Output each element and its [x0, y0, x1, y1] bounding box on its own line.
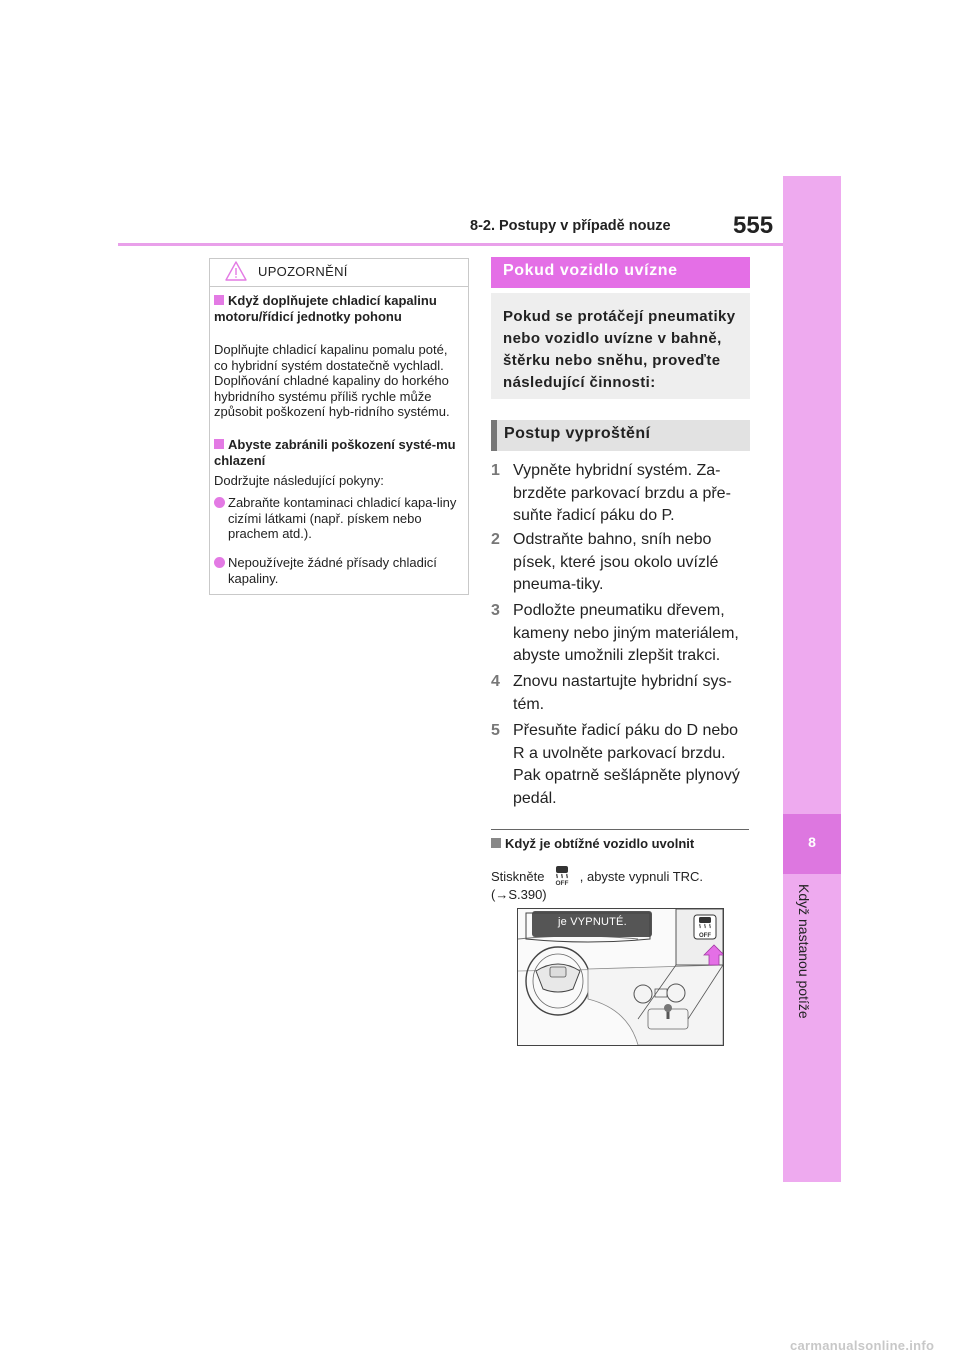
- header-rule: [118, 243, 783, 246]
- caution-body-2: Dodržujte následující pokyny:: [214, 473, 384, 488]
- step-text: Podložte pneumatiku dřevem, kameny nebo jiným materiálem, abyste umožnili zlepšit trakci.: [513, 602, 739, 665]
- procedure-step: [491, 600, 751, 668]
- procedure-step: [491, 529, 751, 597]
- intro-text: Pokud se protáčejí pneumatiky nebo vozidlo uvízne v bahně, štěrku nebo sněhu, proveďte následující činnosti:: [503, 308, 736, 391]
- round-bullet-icon: [214, 497, 225, 508]
- step-number: 3: [491, 602, 500, 619]
- procedure-step: [491, 720, 751, 810]
- illustration-display-text: je VYPNUTÉ.: [558, 916, 627, 928]
- caution-body-1: Doplňujte chladicí kapalinu pomalu poté, co hybridní systém dostatečně vychladl. Doplňování chladné kapaliny do horkého hybridního systému příliš rychle může způsobit poškození hyb-ridního systému.: [214, 342, 450, 419]
- trc-off-icon: [550, 863, 574, 887]
- caution-bullet-2: Nepoužívejte žádné přísady chladicí kapaliny.: [214, 555, 462, 586]
- page-number: 555: [733, 212, 774, 239]
- step-number: 2: [491, 531, 500, 548]
- step-text: Přesuňte řadicí páku do D nebo R a uvolněte parkovací brzdu. Pak opatrně sešlápněte plynový pedál.: [513, 722, 740, 807]
- step-number: 5: [491, 722, 500, 739]
- note-rule: [491, 829, 749, 830]
- chapter-side-tab: [783, 176, 841, 1182]
- note-heading: Když je obtížné vozidlo uvolnit: [491, 836, 694, 851]
- chapter-number: 8: [808, 834, 816, 850]
- procedure-step: [491, 460, 751, 528]
- square-bullet-icon: [214, 295, 224, 305]
- warning-triangle-icon: [224, 260, 248, 282]
- watermark: carmanualsonline.info: [790, 1338, 935, 1353]
- square-bullet-icon: [214, 439, 224, 449]
- procedure-step: [491, 671, 751, 716]
- step-text: Znovu nastartujte hybridní sys-tém.: [513, 673, 732, 713]
- svg-text:OFF: OFF: [555, 880, 569, 887]
- step-text: Vypněte hybridní systém. Za-brzděte parkovací brzdu a pře-suňte řadicí páku do P.: [513, 462, 731, 525]
- dashboard-illustration: [517, 908, 724, 1046]
- caution-heading-1: Když doplňujete chladicí kapalinu motoru/řídicí jednotky pohonu: [214, 293, 437, 324]
- chapter-title: Když nastanou potíže: [796, 884, 812, 1019]
- note-text: Stiskněte OFF , abyste vypnuli TRC. (→S.390): [491, 863, 736, 903]
- round-bullet-icon: [214, 557, 225, 568]
- caution-heading-2: Abyste zabránili poškození systé-mu chlazení: [214, 437, 456, 468]
- step-number: 4: [491, 673, 500, 690]
- step-text: Odstraňte bahno, sníh nebo písek, které jsou okolo uvízlé pneuma-tiky.: [513, 531, 719, 594]
- dashboard-drawing: [518, 909, 723, 1045]
- caution-title: UPOZORNĚNÍ: [258, 264, 348, 279]
- procedure-heading: Postup vyproštění: [504, 425, 651, 442]
- caution-bullet-1: Zabraňte kontaminaci chladicí kapa-liny cizími látkami (např. pískem nebo prachem atd.).: [214, 495, 462, 542]
- step-number: 1: [491, 462, 500, 479]
- svg-text:OFF: OFF: [699, 933, 711, 939]
- procedure-heading-accent: [491, 420, 497, 451]
- section-heading: Pokud vozidlo uvízne: [503, 262, 678, 279]
- section-title: 8-2. Postupy v případě nouze: [470, 218, 671, 234]
- square-bullet-icon: [491, 838, 501, 848]
